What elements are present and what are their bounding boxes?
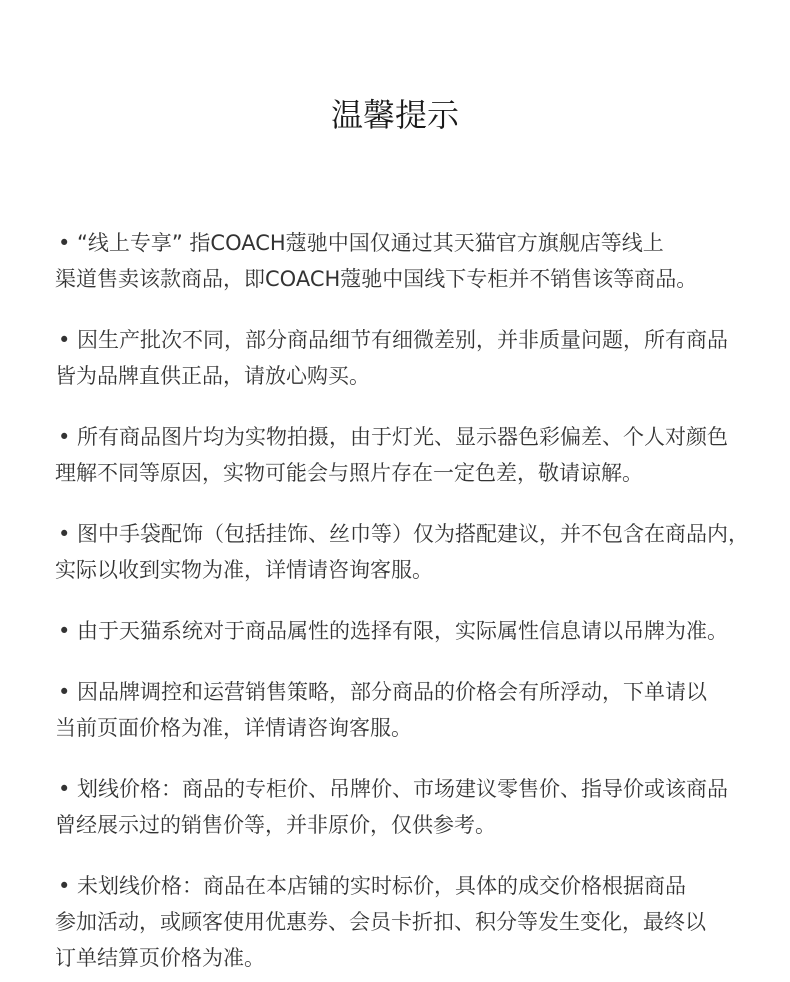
bullet-dot: • (58, 425, 71, 449)
notice-line (55, 868, 775, 904)
notice-text: 未划线价格：商品在本店铺的实时标价，具体的成交价格根据商品 (77, 874, 686, 898)
notice-item (55, 674, 775, 746)
notice-line: 渠道售卖该款商品，即COACH蔻驰中国线下专柜并不销售该等商品。 (55, 267, 698, 291)
bullet-dot: • (58, 328, 71, 352)
notice-line: 理解不同等原因，实物可能会与照片存在一定色差，敬请谅解。 (55, 461, 643, 485)
notice-text: 因生产批次不同，部分商品细节有细微差别，并非质量问题，所有商品 (77, 328, 728, 352)
notice-line (55, 419, 775, 455)
notice-line (55, 516, 775, 552)
notice-item (55, 419, 775, 491)
bullet-dot: • (58, 777, 71, 801)
notice-list (55, 225, 775, 976)
notice-line: 当前页面价格为准，详情请咨询客服。 (55, 716, 412, 740)
notice-line: 实际以收到实物为准，详情请咨询客服。 (55, 558, 433, 582)
notice-item (55, 225, 775, 297)
notice-text: “线上专享” 指COACH蔻驰中国仅通过其天猫官方旗舰店等线上 (77, 231, 664, 255)
notice-line (55, 322, 775, 358)
notice-line: 参加活动，或顾客使用优惠券、会员卡折扣、积分等发生变化，最终以 (55, 910, 706, 934)
notice-item (55, 868, 775, 976)
bullet-dot: • (58, 874, 71, 898)
notice-line (55, 613, 775, 649)
notice-text: 所有商品图片均为实物拍摄，由于灯光、显示器色彩偏差、个人对颜色 (77, 425, 728, 449)
notice-line: 订单结算页价格为准。 (55, 946, 265, 970)
notice-item (55, 771, 775, 843)
notice-line: 皆为品牌直供正品，请放心购买。 (55, 364, 370, 388)
bullet-dot: • (58, 619, 71, 643)
bullet-dot: • (58, 680, 71, 704)
notice-item (55, 613, 775, 649)
notice-text: 图中手袋配饰（包括挂饰、丝巾等）仅为搭配建议，并不包含在商品内， (77, 522, 749, 546)
notice-item (55, 322, 775, 394)
notice-line (55, 771, 775, 807)
bullet-dot: • (58, 522, 71, 546)
bullet-dot: • (58, 231, 71, 255)
notice-line (55, 674, 775, 710)
page-title: 温馨提示 (330, 96, 459, 134)
notice-text: 因品牌调控和运营销售策略，部分商品的价格会有所浮动，下单请以 (77, 680, 707, 704)
notice-text: 划线价格：商品的专柜价、吊牌价、市场建议零售价、指导价或该商品 (77, 777, 728, 801)
notice-line: 曾经展示过的销售价等，并非原价，仅供参考。 (55, 813, 496, 837)
notice-item (55, 516, 775, 588)
notice-line (55, 225, 775, 261)
notice-text: 由于天猫系统对于商品属性的选择有限，实际属性信息请以吊牌为准。 (77, 619, 728, 643)
